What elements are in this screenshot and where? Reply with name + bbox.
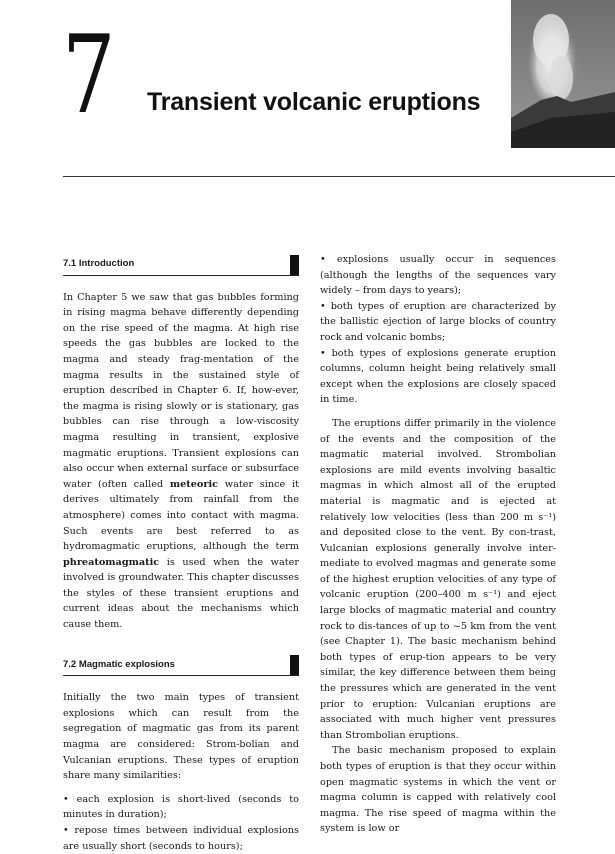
bullet-item: • repose times between individual explosions are usually short (seconds to hours); [63,825,299,852]
section-heading-text: 7.2 Magmatic explosions [63,658,175,670]
header-rule [63,176,615,177]
magmatic-paragraph: Initially the two main types of transient explosions which can result from the segregation of magmatic gas from its parent magma are considered: Strom-bolian and Vulcanian eruptions. These types of eruption share many similarities: [63,692,299,782]
term-meteoric: meteoric [169,478,219,490]
chapter-number: 7 [62,13,116,138]
body-paragraph: The eruptions differ primarily in the violence of the events and the composition of the magmatic material involved. Strombolian explosions are mild events involving basaltic magmas in which almost all of the erupted material is magmatic and is ejected at relatively low velocities (less than 200 m s⁻¹) and deposited close to the vent. By con-trast, Vulcanian explosions generally involve inter-mediate to evolved magmas and generate some of the highest eruption velocities of any type of volcanic eruption (200–400 m s⁻¹) and eject large blocks of magmatic material and country rock to dis-tances of up to ~5 km from the vent (see Chapter 1). The basic mechanism behind both types of erup-tion appears to be very similar, the key difference between them being the pressures which are generated in the vent prior to eruption: Vulcanian eruptions are associated with much higher vent pressures than Strombolian eruptions. [320,417,556,741]
intro-paragraph [63,290,299,633]
bullet-item: • both types of eruption are characterized by the ballistic ejection of large blocks of country rock and volcanic bombs; [320,300,556,343]
chapter-title: Transient volcanic eruptions [147,88,481,116]
term-phreatomagmatic: phreatomagmatic [63,556,160,568]
heading-marker [290,255,299,275]
section-heading-magmatic-explosions [63,653,299,677]
intro-text-c: is used when the water involved is groundwater. This chapter discusses the styles of these transient eruptions and current ideas about the mechanisms which cause them. [63,556,299,631]
section-heading-introduction [63,252,299,276]
heading-marker [290,655,299,675]
bullet-item: • explosions usually occur in sequences (although the lengths of the sequences vary widely – from days to years); [320,254,556,297]
body-paragraph: The basic mechanism proposed to explain both types of eruption is that they occur within open magmatic systems in which the vent or magma column is capped with relatively cool magma. The rise speed of magma within the system is low or [320,745,556,835]
section-heading-text: 7.1 Introduction [63,258,135,269]
eruption-photo [511,0,615,148]
left-column [63,252,299,854]
bullet-item: • each explosion is short-lived (seconds to minutes in duration); [63,793,299,821]
intro-text-b: water since it derives ultimately from rainfall from the atmosphere) comes into contact with magma. Such events are best referred to as hydromagmatic eruptions, although the term [63,478,299,553]
bullet-item: • both types of explosions generate eruption columns, column height being relatively small except when the explosions are closely spaced in time. [320,347,556,406]
right-column [320,252,556,837]
intro-text-a: In Chapter 5 we saw that gas bubbles forming in rising magma behave differently depending on the rise speed of the magma. At high rise speeds the gas bubbles are locked to the magma and steady frag-mentation of the magma results in the sustained style of eruption described in Chapter 6. If, how-ever, the magma is rising slowly or is stationary, gas bubbles can rise through a low-viscosity magma resulting in transient, explosive magmatic eruptions. Transient explosions can also occur when external surface or subsurface water (often called [63,291,299,490]
